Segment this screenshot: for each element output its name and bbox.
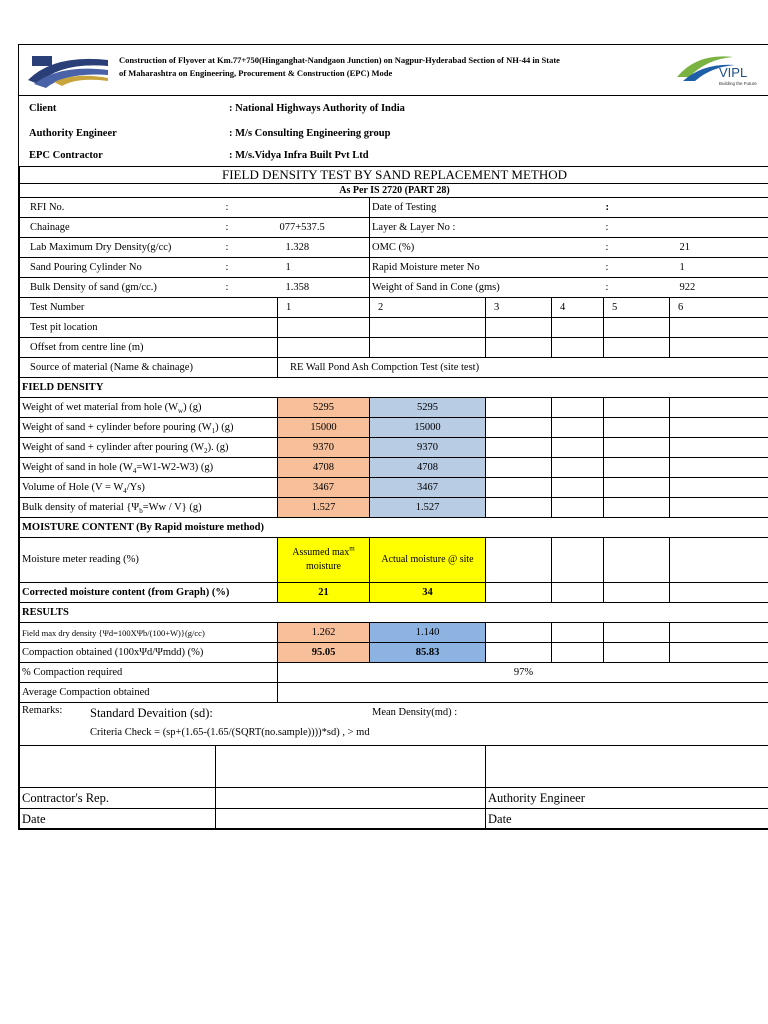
- field-max-density-test2: 1.140: [370, 623, 486, 643]
- fd-label-text: Weight of sand + cylinder after pouring (W: [22, 441, 205, 453]
- lab-mdd-label: Lab Maximum Dry Density(g/cc): [20, 238, 216, 258]
- omc-value: 21: [670, 238, 768, 258]
- fd-row-sand-in-hole: [20, 458, 768, 478]
- info-row-chainage: [20, 218, 768, 238]
- signatory-middle: [216, 788, 486, 809]
- parties-table: [19, 96, 768, 166]
- contractor-rep-label: Contractor's Rep.: [20, 788, 216, 809]
- remarks-cell: [20, 703, 768, 746]
- moisture-reading-row: [20, 538, 768, 583]
- nhai-logo-icon: [24, 50, 112, 90]
- fd-value-test1: 4708: [278, 458, 370, 478]
- project-title-line1: Construction of Flyover at Km.77+750(Hinganghat-Nandgaon Junction) on Nagpur-Hyderabad Section of NH-44 in State: [119, 55, 560, 65]
- colon: :: [604, 198, 670, 218]
- epc-contractor-value: : M/s.Vidya Infra Built Pvt Ltd: [229, 150, 369, 161]
- offset-row: [20, 338, 768, 358]
- fd-value-test2: 4708: [370, 458, 486, 478]
- std-dev-label: Standard Devaition (sd):: [90, 706, 213, 720]
- field-max-density-test1: 1.262: [278, 623, 370, 643]
- fd-label-sub: w: [178, 406, 184, 415]
- corrected-moisture-test2: 34: [370, 583, 486, 603]
- fd-label-after-pouring: [20, 438, 278, 458]
- bulk-density-sand-label: Bulk Density of sand (gm/cc.): [20, 278, 216, 298]
- authority-engineer-label: Authority Engineer: [29, 127, 117, 139]
- fd-label-tail: ). (g): [207, 441, 229, 453]
- colon: :: [216, 278, 278, 298]
- date-of-testing-label: Date of Testing: [370, 198, 604, 218]
- test-number-2: 2: [370, 298, 486, 318]
- colon: :: [604, 218, 670, 238]
- colon: :: [216, 198, 278, 218]
- compaction-obtained-test2: 85.83: [370, 643, 486, 663]
- colon: :: [216, 238, 278, 258]
- date-of-testing-value: [670, 198, 768, 218]
- average-compaction-value: [278, 683, 768, 703]
- signatory-row: [20, 788, 768, 809]
- fd-label-volume-of-hole: [20, 478, 278, 498]
- cylinder-no-label: Sand Pouring Cylinder No: [20, 258, 216, 278]
- corrected-moisture-label: Corrected moisture content (from Graph) (%): [20, 583, 278, 603]
- corrected-moisture-test1: 21: [278, 583, 370, 603]
- omc-label: OMC (%): [370, 238, 604, 258]
- fd-label-tail: =Ww / V} (g): [142, 501, 202, 513]
- layer-label: Layer & Layer No :: [370, 218, 604, 238]
- rfi-label: RFI No.: [20, 198, 216, 218]
- test-pit-label: Test pit location: [20, 318, 278, 338]
- fd-label-text: Weight of sand in hole (W: [22, 461, 133, 473]
- bulk-density-sand-value: 1.358: [278, 278, 370, 298]
- average-compaction-row: [20, 683, 768, 703]
- signature-space-right: [486, 746, 768, 788]
- fd-value-test2: 3467: [370, 478, 486, 498]
- date-middle: [216, 809, 486, 829]
- info-row-mdd: [20, 238, 768, 258]
- fd-label-sub: 4: [132, 466, 137, 475]
- test-number-4: 4: [552, 298, 604, 318]
- project-title-line2: of Maharashtra on Engineering, Procurement & Construction (EPC) Mode: [119, 68, 393, 78]
- fd-label-tail: /Ys): [126, 481, 145, 493]
- colon: :: [604, 278, 670, 298]
- vipl-tagline: Building the Future: [719, 81, 757, 86]
- info-row-rfi: [20, 198, 768, 218]
- vipl-logo-text: VIPL: [719, 65, 748, 80]
- signature-space-middle: [216, 746, 486, 788]
- test-number-1: 1: [278, 298, 370, 318]
- fd-value-test2: 15000: [370, 418, 486, 438]
- sand-in-cone-value: 922: [670, 278, 768, 298]
- test-sheet: [18, 44, 768, 830]
- layer-value: [670, 218, 768, 238]
- fd-label-sub: 4: [123, 486, 127, 495]
- results-heading-row: [20, 603, 768, 623]
- fd-value-test1: 9370: [278, 438, 370, 458]
- sheet-header: [19, 45, 768, 96]
- epc-contractor-label: EPC Contractor: [29, 150, 103, 161]
- rfi-value: [278, 198, 370, 218]
- epc-contractor-row: [19, 146, 768, 166]
- compaction-required-label: % Compaction required: [20, 663, 278, 683]
- lab-mdd-value: 1.328: [278, 238, 370, 258]
- fd-label-sand-in-hole: [20, 458, 278, 478]
- fd-row-after-pouring: [20, 438, 768, 458]
- colon: :: [216, 218, 278, 238]
- colon: :: [604, 258, 670, 278]
- moisture-heading: MOISTURE CONTENT (By Rapid moisture method): [20, 518, 768, 538]
- fd-value-test1: 5295: [278, 398, 370, 418]
- fd-value-test2: 9370: [370, 438, 486, 458]
- date-row: [20, 809, 768, 829]
- fd-row-bulk-density: [20, 498, 768, 518]
- client-row: [19, 96, 768, 121]
- subtitle-row: [20, 184, 768, 198]
- remarks-label: Remarks:: [22, 705, 63, 716]
- fd-label-bulk-density: [20, 498, 278, 518]
- test-pit-row: [20, 318, 768, 338]
- compaction-obtained-label: Compaction obtained (100xΨd/Ψmdd) (%): [20, 643, 278, 663]
- fd-label-text: Volume of Hole (V = W: [22, 481, 124, 493]
- authority-engineer-row: [19, 121, 768, 146]
- client-value: : National Highways Authority of India: [229, 102, 405, 114]
- sheet-title: FIELD DENSITY TEST BY SAND REPLACEMENT METHOD: [20, 167, 768, 184]
- mean-density-label: Mean Density(md) :: [372, 707, 458, 718]
- actual-moisture-label: Actual moisture @ site: [370, 538, 486, 583]
- test-number-row: [20, 298, 768, 318]
- signature-space-left: [20, 746, 216, 788]
- colon: :: [604, 238, 670, 258]
- compaction-required-value: 97%: [278, 663, 768, 683]
- fd-label-sub: b: [139, 506, 143, 515]
- fd-label-tail: ) (g): [215, 421, 234, 433]
- client-label: Client: [29, 102, 57, 114]
- info-row-bulk-density: [20, 278, 768, 298]
- chainage-value: 077+537.5: [278, 218, 370, 238]
- results-heading: RESULTS: [20, 603, 768, 623]
- fd-row-before-pouring: [20, 418, 768, 438]
- fd-label-before-pouring: [20, 418, 278, 438]
- compaction-obtained-row: [20, 643, 768, 663]
- vipl-logo: [673, 51, 763, 89]
- fd-label-sub: 1: [211, 426, 216, 435]
- moisture-meter-no-label: Rapid Moisture meter No: [370, 258, 604, 278]
- assumed-label2: moisture: [306, 561, 341, 572]
- fd-label-text: Weight of wet material from hole (W: [22, 401, 179, 413]
- info-row-cylinder: [20, 258, 768, 278]
- field-max-density-label: Field max dry density {Ψd=100XΨb/(100+W)}(g/cc): [20, 623, 278, 643]
- fd-row-volume-of-hole: [20, 478, 768, 498]
- fd-value-test2: 1.527: [370, 498, 486, 518]
- source-value: RE Wall Pond Ash Compction Test (site test): [278, 358, 768, 378]
- field-density-heading-row: [20, 378, 768, 398]
- fd-label-text: Weight of sand + cylinder before pouring (W: [22, 421, 212, 433]
- offset-label: Offset from centre line (m): [20, 338, 278, 358]
- fd-label-tail: ) (g): [183, 401, 202, 413]
- moisture-meter-no-value: 1: [670, 258, 768, 278]
- test-number-6: 6: [670, 298, 768, 318]
- test-number-3: 3: [486, 298, 552, 318]
- title-row: [20, 167, 768, 184]
- source-label: Source of material (Name & chainage): [20, 358, 278, 378]
- main-table: [19, 166, 768, 829]
- fd-label-sub: 2: [204, 446, 208, 455]
- test-number-5: 5: [604, 298, 670, 318]
- assumed-moisture-cell: [278, 538, 370, 583]
- average-compaction-label: Average Compaction obtained: [20, 683, 278, 703]
- fd-label-wet-material: [20, 398, 278, 418]
- compaction-required-row: [20, 663, 768, 683]
- authority-engineer-value: : M/s Consulting Engineering group: [229, 127, 391, 139]
- moisture-heading-row: [20, 518, 768, 538]
- assumed-label: Assumed max: [292, 547, 350, 558]
- assumed-sup: m: [349, 544, 355, 553]
- field-max-density-row: [20, 623, 768, 643]
- corrected-moisture-row: [20, 583, 768, 603]
- sand-in-cone-label: Weight of Sand in Cone (gms): [370, 278, 604, 298]
- remarks-row: [20, 703, 768, 746]
- contractor-date-label: Date: [20, 809, 216, 829]
- signature-space-row: [20, 746, 768, 788]
- colon: :: [216, 258, 278, 278]
- fd-value-test2: 5295: [370, 398, 486, 418]
- field-density-heading: FIELD DENSITY: [20, 378, 768, 398]
- chainage-label: Chainage: [20, 218, 216, 238]
- fd-value-test1: 3467: [278, 478, 370, 498]
- moisture-reading-label: Moisture meter reading (%): [20, 538, 278, 583]
- fd-value-test1: 1.527: [278, 498, 370, 518]
- criteria-check-label: Criteria Check = (sp+(1.65-(1.65/(SQRT(no.sample))))*sd) , > md: [90, 727, 370, 738]
- authority-engineer-sign-label: Authority Engineer: [486, 788, 768, 809]
- fd-value-test1: 15000: [278, 418, 370, 438]
- source-row: [20, 358, 768, 378]
- sheet-subtitle: As Per IS 2720 (PART 28): [20, 184, 768, 198]
- cylinder-no-value: 1: [278, 258, 370, 278]
- project-title: [119, 54, 669, 80]
- fd-label-tail: =W1-W2-W3) (g): [136, 461, 214, 473]
- fd-row-wet-material: [20, 398, 768, 418]
- fd-label-text: Bulk density of material {Ψ: [22, 501, 140, 513]
- authority-date-label: Date: [486, 809, 768, 829]
- compaction-obtained-test1: 95.05: [278, 643, 370, 663]
- test-number-label: Test Number: [20, 298, 278, 318]
